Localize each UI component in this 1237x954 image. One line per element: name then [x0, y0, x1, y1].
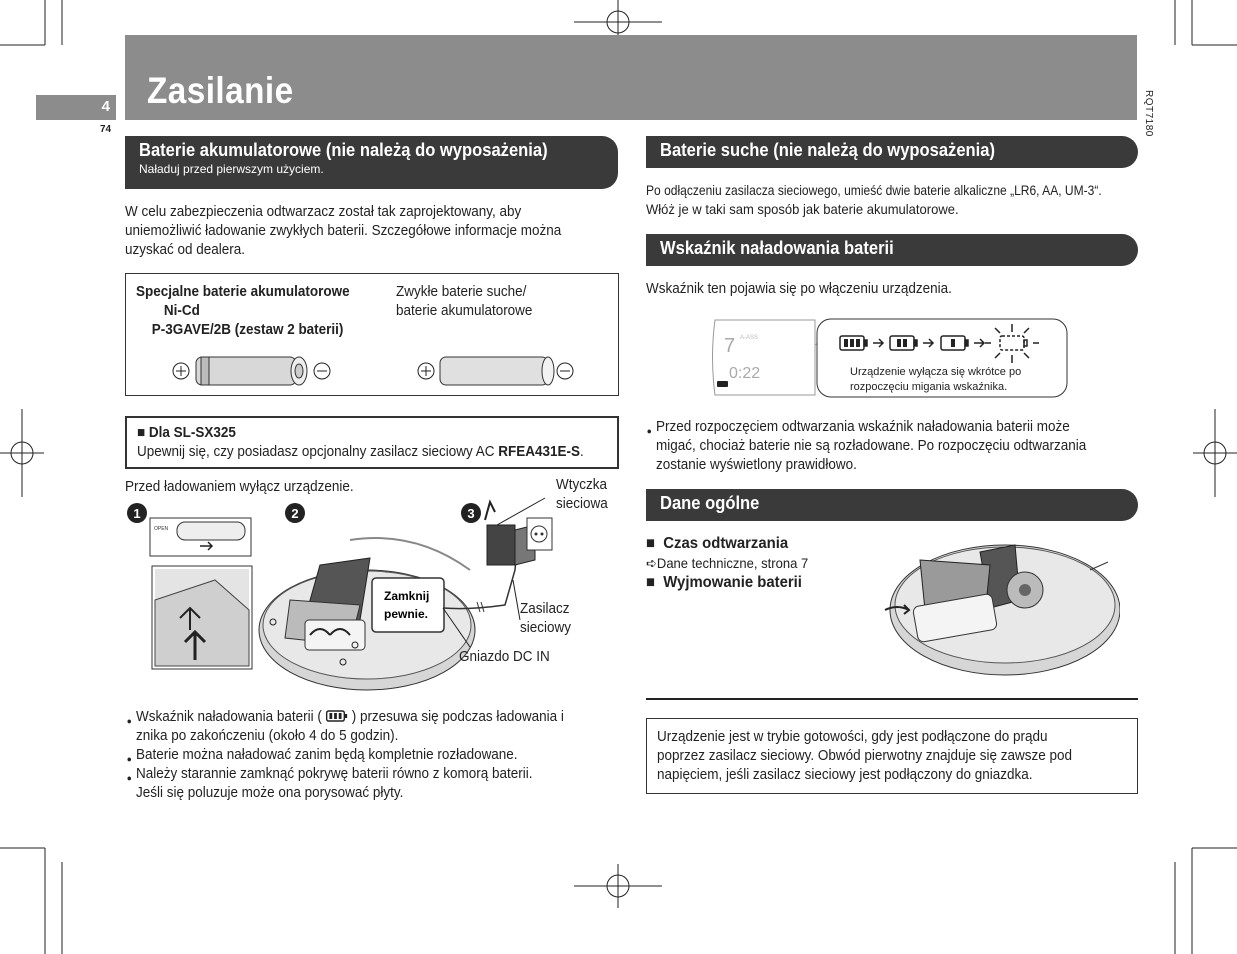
display-track: 7	[724, 335, 736, 357]
open-label: OPEN	[154, 526, 169, 532]
doc-code: RQT7180	[1143, 90, 1154, 137]
divider-line	[646, 698, 1138, 700]
adapter-label: Zasilacz sieciowy	[520, 601, 571, 636]
dc-in-label: Gniazdo DC IN	[459, 649, 550, 665]
rechargeable-intro: W celu zabezpieczenia odtwarzacz został tak zaprojektowany, aby uniemożliwić ładowanie zwykłych baterii. Szczegółowe informacje można uzyskać od dealera.	[125, 204, 562, 258]
close-firmly-callout: Zamknij	[384, 589, 430, 603]
display-time: 0:22	[729, 365, 761, 382]
page-title: Zasilanie	[147, 70, 294, 111]
step-1-number: 1	[133, 506, 141, 521]
normal-battery-label: Zwykłe baterie suche/ baterie akumulatorowe	[396, 284, 533, 319]
display-small: A-ASS	[740, 335, 759, 341]
play-time-title: ■ Czas odtwarzania	[646, 535, 789, 552]
indicator-note: Przed rozpoczęciem odtwarzania wskaźnik naładowania baterii może migać, chociaż baterie nie są rozładowane. Po rozpoczęciu odtwarzania zostanie wyświetlony prawidłowo.	[656, 419, 1087, 473]
model-note-box	[125, 416, 619, 469]
standby-box: Urządzenie jest w trybie gotowości, gdy jest podłączone do prądu poprzez zasilacz sieciowy. Obwód pierwotny znajduje się zawsze pod napięciem, jeśli zasilacz sieciowy jest podłączony do gniazdka.	[646, 718, 1138, 794]
section-header-dry	[646, 136, 1138, 168]
before-charging-text: Przed ładowaniem wyłącz urządzenie.	[125, 479, 354, 495]
play-time-ref: ➪Dane techniczne, strona 7	[646, 555, 809, 571]
battery-removal-illustration	[880, 540, 1120, 680]
dry-text: Po odłączeniu zasilacza sieciowego, umieść dwie baterie alkaliczne „LR6, AA, UM-3“. Włóż je w taki sam sposób jak baterie akumulatorowe.	[646, 182, 1102, 217]
charging-notes: Wskaźnik naładowania baterii ( ) przesuwa się podczas ładowania i znika po zakończeniu (około 4 do 5 godzin). Baterie można naładować zanim będą kompletnie rozładowane. Należy starannie zamknąć pokrywę baterii równo z komorą baterii. Jeśli się poluzuje może ona porysować płyty.	[136, 709, 564, 801]
model-note-text: Upewnij się, czy posiadasz opcjonalny zasilacz sieciowy AC RFEA431E-S.	[137, 444, 584, 460]
section-header-general	[646, 489, 1138, 521]
plug-label: Wtyczka sieciowa	[556, 477, 608, 512]
section-title: Dane ogólne	[660, 493, 760, 513]
section-title: Baterie akumulatorowe (nie należą do wyposażenia)	[139, 140, 548, 160]
indicator-display-illustration	[710, 315, 1070, 400]
model-note-title: ■ Dla SL-SX325	[137, 425, 236, 441]
battery-types-box	[125, 273, 619, 396]
section-subtitle: Naładuj przed pierwszym użyciem.	[139, 162, 324, 176]
normal-battery-icon	[416, 352, 576, 392]
note-item: Wskaźnik naładowania baterii ( ) przesuwa się podczas ładowania i	[136, 709, 564, 725]
section-title: Wskaźnik naładowania baterii	[660, 238, 894, 258]
special-battery-label: Specjalne baterie akumulatorowe Ni-Cd P-3GAVE/2B (zestaw 2 baterii)	[136, 284, 350, 338]
square-bullet-icon: ■	[646, 535, 655, 552]
indicator-caption-2: rozpoczęciu migania wskaźnika.	[850, 381, 1008, 393]
section-header-rechargeable	[125, 136, 618, 189]
removal-title: ■ Wyjmowanie baterii	[646, 574, 802, 591]
close-firmly-callout-2: pewnie.	[384, 607, 429, 621]
indicator-caption: Urządzenie wyłącza się wkrótce po	[850, 366, 1022, 378]
special-battery-icon	[171, 352, 336, 392]
indicator-text: Wskaźnik ten pojawia się po włączeniu urządzenia.	[646, 281, 952, 297]
square-bullet-icon: ■	[646, 574, 655, 591]
step-3-number: 3	[467, 506, 475, 521]
page-sub-number: 74	[100, 124, 112, 135]
note-item: Baterie można naładować zanim będą kompletnie rozładowane.	[136, 747, 518, 763]
step-2-number: 2	[291, 506, 299, 521]
page-number: 4	[36, 95, 116, 120]
note-item: Należy starannie zamknąć pokrywę baterii równo z komorą baterii.	[136, 766, 533, 782]
battery-indicator-icon	[326, 709, 348, 723]
section-header-indicator	[646, 234, 1138, 266]
section-title: Baterie suche (nie należą do wyposażenia)	[660, 140, 995, 160]
reference-arrow-icon: ➪	[646, 555, 657, 571]
